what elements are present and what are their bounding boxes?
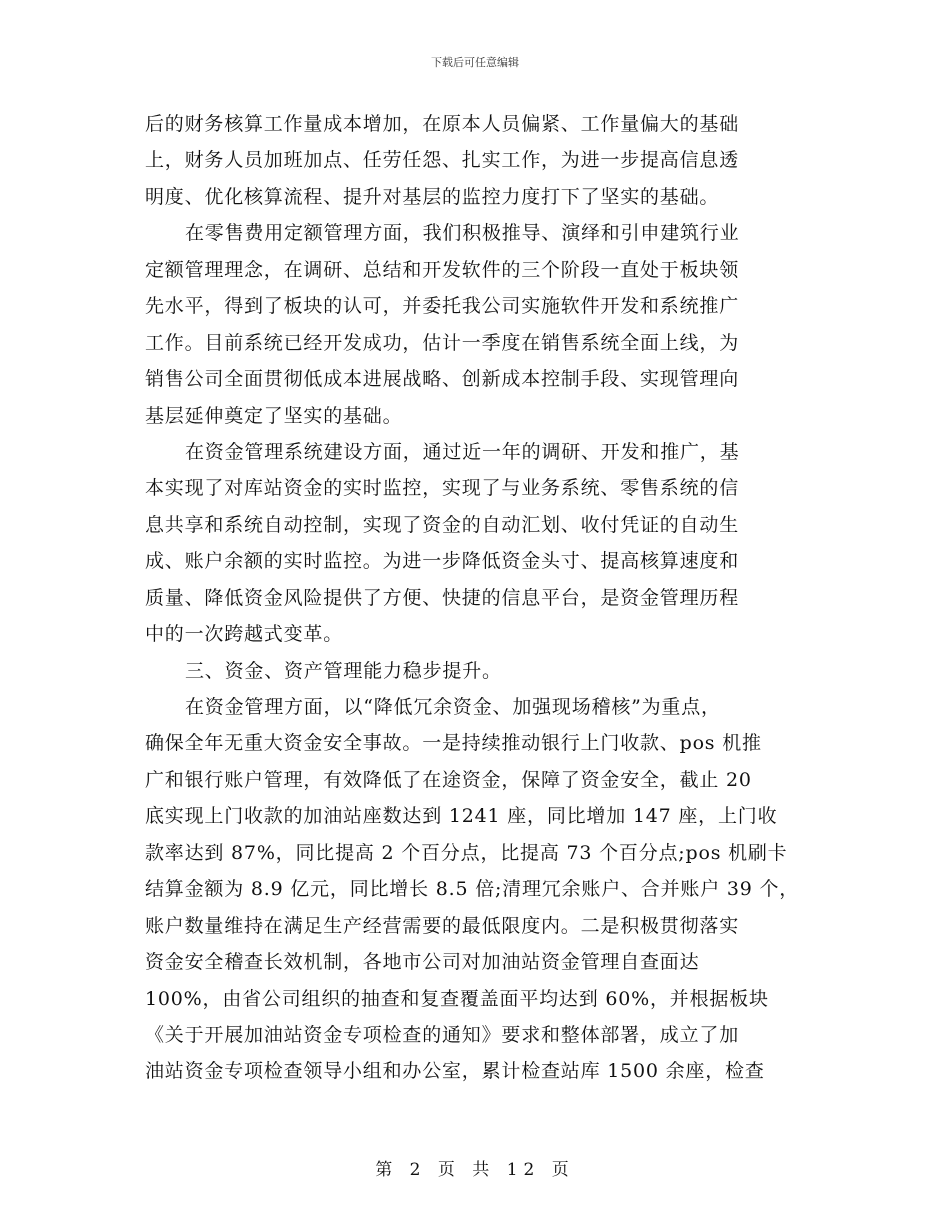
text-line: 底实现上门收款的加油站座数达到 1241 座，同比增加 147 座，上门收 [145, 805, 778, 828]
paragraph-first-line: 在零售费用定额管理方面，我们积极推导、演绎和引申建筑行业 [185, 222, 740, 245]
text-line: 成、账户余额的实时监控。为进一步降低资金头寸、提高核算速度和 [145, 550, 740, 573]
text-line: 后的财务核算工作量成本增加，在原本人员偏紧、工作量偏大的基础 [145, 113, 740, 135]
paragraph-first-line: 在资金管理方面，以“降低冗余资金、加强现场稽核”为重点， [185, 696, 721, 718]
text-line: 《关于开展加油站资金专项检查的通知》要求和整体部署，成立了加 [145, 1023, 740, 1046]
page-header-note: 下载后可任意编辑 [431, 56, 519, 69]
text-line: 广和银行账户管理，有效降低了在途资金，保障了资金安全，截止 20 [145, 768, 752, 791]
text-line: 确保全年无重大资金安全事故。一是持续推动银行上门收款、pos 机推 [145, 732, 762, 755]
text-line: 资金安全稽查长效机制，各地市公司对加油站资金管理自查面达 [145, 951, 700, 974]
paragraph-first-line: 在资金管理系统建设方面，通过近一年的调研、开发和推广，基 [185, 440, 740, 463]
text-line: 100%，由省公司组织的抽查和复查覆盖面平均达到 60%，并根据板块 [145, 987, 769, 1010]
text-line: 基层延伸奠定了坚实的基础。 [145, 404, 403, 427]
page-number-footer: 第 2 页 共 12 页 [375, 1160, 575, 1180]
text-line: 油站资金专项检查领导小组和办公室，累计检查站库 1500 余座，检查 [145, 1060, 765, 1083]
text-line: 质量、降低资金风险提供了方便、快捷的信息平台，是资金管理历程 [145, 586, 740, 609]
text-line: 上，财务人员加班加点、任劳任怨、扎实工作，为进一步提高信息透 [145, 149, 740, 172]
text-line: 定额管理理念，在调研、总结和开发软件的三个阶段一直处于板块领 [145, 258, 740, 281]
text-line: 结算金额为 8.9 亿元，同比增长 8.5 倍;清理冗余账户、合并账户 39 个， [145, 878, 800, 901]
text-line: 工作。目前系统已经开发成功，估计一季度在销售系统全面上线，为 [145, 331, 740, 354]
text-line: 款率达到 87%，同比提高 2 个百分点，比提高 73 个百分点;pos 机刷卡 [145, 841, 788, 864]
text-line: 本实现了对库站资金的实时监控，实现了与业务系统、零售系统的信 [145, 477, 740, 500]
text-line: 账户数量维持在满足生产经营需要的最低限度内。二是积极贯彻落实 [145, 914, 740, 937]
text-line: 中的一次跨越式变革。 [145, 623, 344, 646]
text-line: 息共享和系统自动控制，实现了资金的自动汇划、收付凭证的自动生 [145, 513, 740, 536]
text-line: 先水平，得到了板块的认可，并委托我公司实施软件开发和系统推广 [145, 295, 740, 318]
text-line: 明度、优化核算流程、提升对基层的监控力度打下了坚实的基础。 [145, 185, 720, 208]
text-line: 销售公司全面贯彻低成本进展战略、创新成本控制手段、实现管理向 [145, 368, 740, 391]
section-heading: 三、资金、资产管理能力稳步提升。 [185, 659, 502, 682]
document-body [145, 106, 825, 1090]
